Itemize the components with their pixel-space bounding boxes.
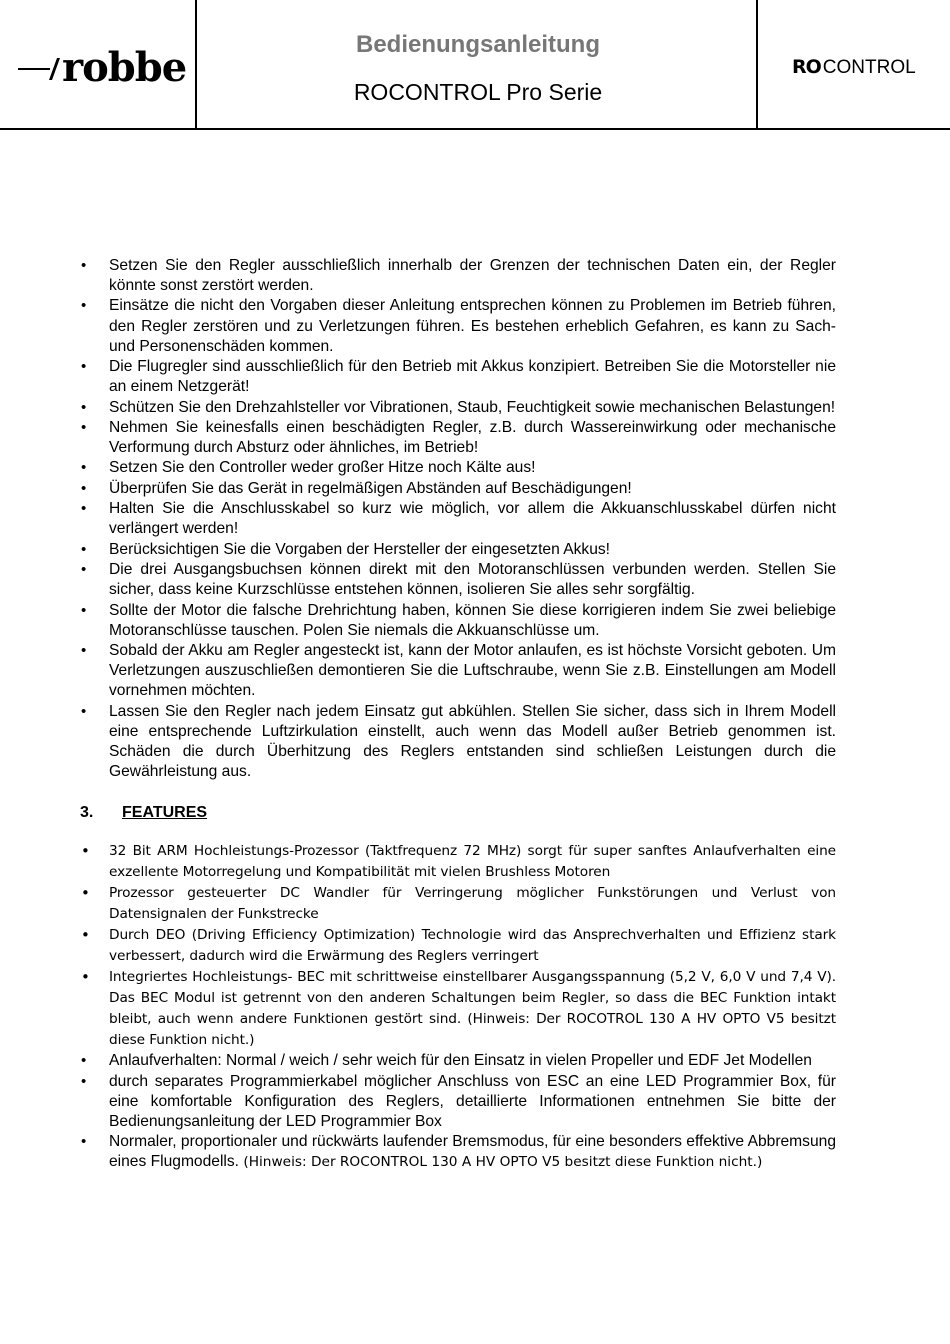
page-header [0, 0, 950, 130]
header-divider-left [195, 0, 197, 130]
safety-item: • Die Flugregler sind ausschließlich für den Betrieb mit Akkus konzipiert. Betreiben Sie die Motorsteller nie an einem Netzgerät! [80, 357, 836, 397]
safety-item: • Berücksichtigen Sie die Vorgaben der Hersteller der eingesetzten Akkus! [80, 540, 836, 560]
logo-tick-mark [49, 58, 60, 80]
feature-note: (Hinweis: Der ROCONTROL 130 A HV OPTO V5 besitzt diese Funktion nicht.) [243, 1153, 763, 1170]
brand-text: CONTROL [822, 57, 916, 78]
section-title: FEATURES [122, 804, 208, 821]
feature-item: • durch separates Programmierkabel möglicher Anschluss von ESC an eine LED Programmier Box, für eine komfortable Konfiguration des Reglers, detaillierte Informationen entnehmen Sie bitte der Bedienungsanleitung der LED Programmier Box [80, 1072, 836, 1132]
safety-item: • Nehmen Sie keinesfalls einen beschädigten Regler, z.B. durch Wassereinwirkung oder mechanische Verformung durch Absturz oder ähnliches, im Betrieb! [80, 418, 836, 458]
feature-item: • Anlaufverhalten: Normal / weich / sehr weich für den Einsatz in vielen Propeller und EDF Jet Modellen [80, 1051, 836, 1071]
feature-item: • Prozessor gesteuerter DC Wandler für Verringerung möglicher Funkstörungen und Verlust von Datensignalen der Funkstrecke [80, 883, 836, 925]
safety-item: • Einsätze die nicht den Vorgaben dieser Anleitung entsprechen können zu Problemen im Betrieb führen, den Regler zerstören und zu Verletzungen führen. Es bestehen erheblich Gefahren, es kann zu Sach- und Personenschäden kommen. [80, 296, 836, 356]
section-heading [80, 802, 836, 824]
features-list [80, 841, 836, 1172]
feature-item: • Durch DEO (Driving Efficiency Optimization) Technologie wird das Ansprechverhalten und Effizienz stark verbessert, dadurch wird die Erwärmung des Reglers verringert [80, 925, 836, 967]
safety-item: • Sollte der Motor die falsche Drehrichtung haben, können Sie diese korrigieren indem Sie zwei beliebige Motoranschlüsse tauschen. Polen Sie niemals die Akkuanschlüsse um. [80, 601, 836, 641]
safety-item: • Setzen Sie den Controller weder großer Hitze noch Kälte aus! [80, 458, 836, 478]
feature-item [80, 1132, 836, 1172]
safety-item: • Sobald der Akku am Regler angesteckt ist, kann der Motor anlaufen, es ist höchste Vorsicht geboten. Um Verletzungen auszuschließen demontieren Sie die Luftschraube, wenn Sie z.B. Einstellungen am Modell vornehmen möchten. [80, 641, 836, 701]
safety-item: • Halten Sie die Anschlusskabel so kurz wie möglich, vor allem die Akkuanschlusskabel dürfen nicht verlängert werden! [80, 499, 836, 539]
header-divider-right [756, 0, 758, 130]
safety-item: • Schützen Sie den Drehzahlsteller vor Vibrationen, Staub, Feuchtigkeit sowie mechanischen Belastungen! [80, 398, 836, 418]
safety-list [80, 256, 836, 782]
feature-item: • Integriertes Hochleistungs- BEC mit schrittweise einstellbarer Ausgangsspannung (5,2 V, 6,0 V und 7,4 V). Das BEC Modul ist getrennt von den anderen Schaltungen beim Regler, so dass die BEC Funktion intakt bleibt, auch wenn andere Funktionen gestört sind. (Hinweis: Der ROCOTROL 130 A HV OPTO V5 besitzt diese Funktion nicht.) [80, 967, 836, 1051]
document-subtitle: ROCONTROL Pro Serie [353, 79, 603, 105]
section-number: 3. [80, 804, 94, 821]
safety-item: • Setzen Sie den Regler ausschließlich innerhalb der Grenzen der technischen Daten ein, der Regler könnte sonst zerstört werden. [80, 256, 836, 296]
logo-dash-mark [18, 68, 50, 70]
logo-text: robbe [62, 44, 187, 91]
document-title: Bedienungsanleitung [355, 31, 600, 58]
feature-text: Normaler, proportionaler und rückwärts laufender Bremsmodus, für eine besonders effektive Abbremsung eines Flugmodells. [109, 1132, 836, 1170]
brand-mark: RO [792, 56, 821, 78]
rocontrol-brand [792, 56, 916, 79]
safety-item: • Lassen Sie den Regler nach jedem Einsatz gut abkühlen. Stellen Sie sicher, dass sich in Ihrem Modell eine entsprechende Luftzirkulation einstellt, auch wenn das Modell außer Betrieb genommen ist. Schäden die durch Überhitzung des Reglers entstanden sind schließen Leistungen durch die Gewährleistung aus. [80, 702, 836, 782]
safety-item: • Überprüfen Sie das Gerät in regelmäßigen Abständen auf Beschädigungen! [80, 479, 836, 499]
feature-item: • 32 Bit ARM Hochleistungs-Prozessor (Taktfrequenz 72 MHz) sorgt für super sanftes Anlaufverhalten eine exzellente Motorregelung und Kompatibilität mit vielen Brushless Motoren [80, 841, 836, 883]
safety-item: • Die drei Ausgangsbuchsen können direkt mit den Motoranschlüssen verbunden werden. Stellen Sie sicher, dass keine Kurzschlüsse entstehen können, isolieren Sie alles sehr sorgfältig. [80, 560, 836, 600]
page-content [80, 256, 836, 1172]
robbe-logo [18, 44, 188, 91]
